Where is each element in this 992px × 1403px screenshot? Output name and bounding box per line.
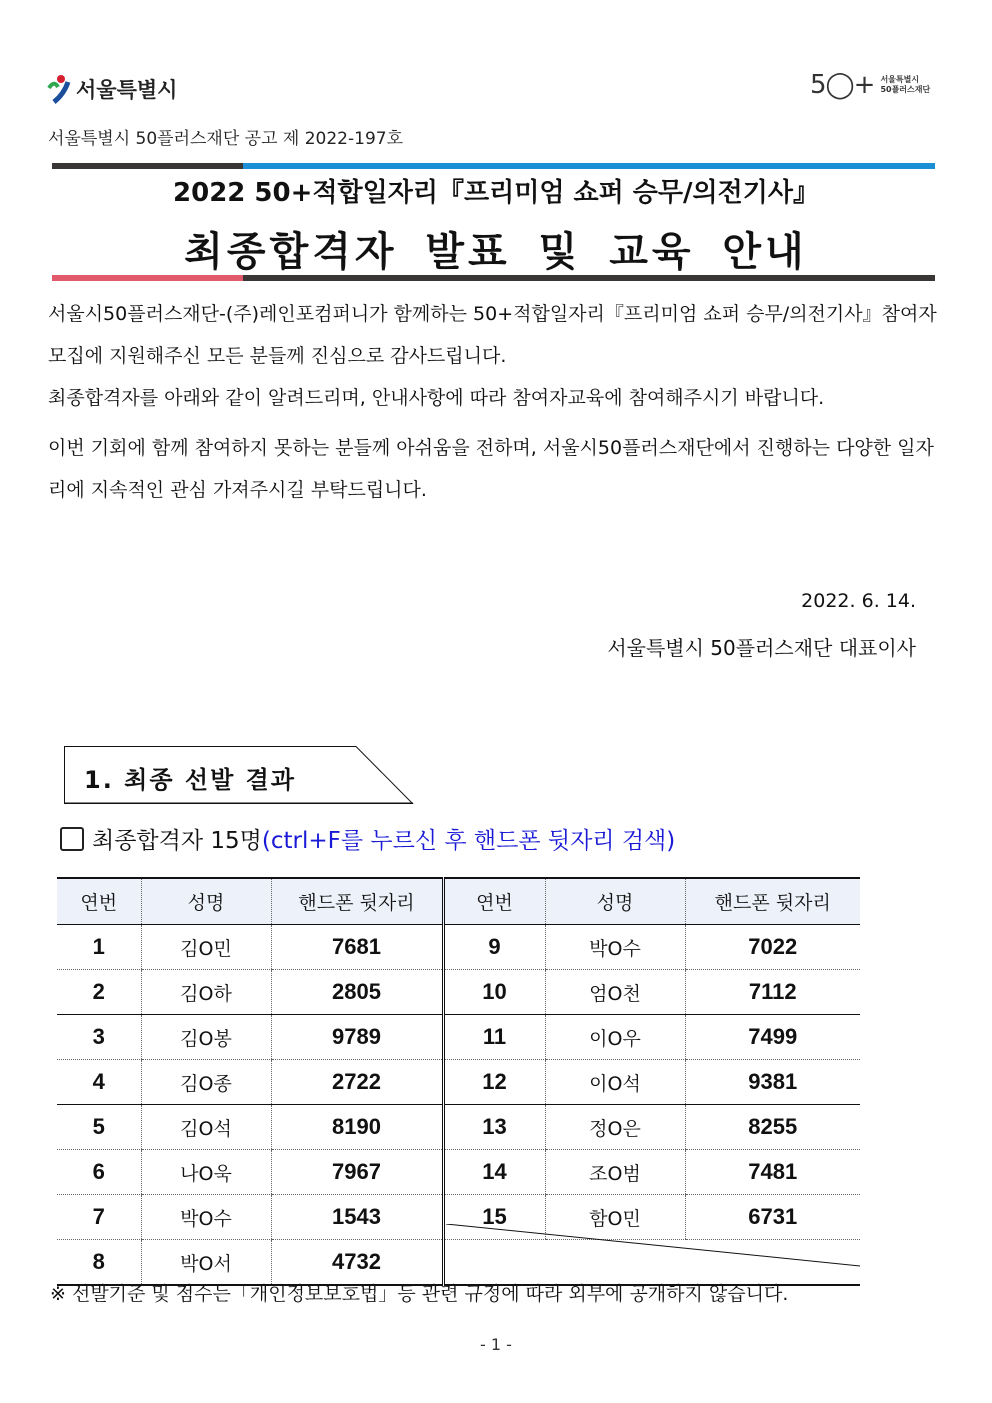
col-header-phone: 핸드폰 뒷자리 xyxy=(271,878,443,925)
section-title: 1. 최종 선발 결과 xyxy=(84,766,296,794)
phone-digits: 9381 xyxy=(685,1060,860,1105)
row-number: 6 xyxy=(57,1150,141,1195)
phone-digits: 6731 xyxy=(685,1195,860,1240)
table-row xyxy=(57,925,860,970)
person-name: 이O석 xyxy=(545,1060,685,1105)
row-number: 11 xyxy=(443,1015,545,1060)
person-name: 조O범 xyxy=(545,1150,685,1195)
bottom-bar-pink xyxy=(52,275,243,281)
signature: 서울특별시 50플러스재단 대표이사 xyxy=(607,636,916,660)
row-number: 3 xyxy=(57,1015,141,1060)
phone-digits: 7112 xyxy=(685,970,860,1015)
row-number: 15 xyxy=(443,1195,545,1240)
person-name: 엄O천 xyxy=(545,970,685,1015)
person-name: 김O종 xyxy=(141,1060,271,1105)
col-header-phone: 핸드폰 뒷자리 xyxy=(685,878,860,925)
phone-digits: 7681 xyxy=(271,925,443,970)
seoul-emblem-icon xyxy=(46,74,72,104)
person-name: 정O은 xyxy=(545,1105,685,1150)
empty-cell-diagonal xyxy=(446,1224,860,1267)
intro-paragraph-2: 최종합격자를 아래와 같이 알려드리며, 안내사항에 따라 참여자교육에 참여해주시기 바랍니다. xyxy=(48,387,825,409)
title-line1: 2022 50+적합일자리『프리미엄 쇼퍼 승무/의전기사』 xyxy=(173,178,819,208)
person-name: 박O수 xyxy=(545,925,685,970)
row-number: 10 xyxy=(443,970,545,1015)
count-line xyxy=(60,822,675,855)
row-number: 5 xyxy=(57,1105,141,1150)
page-title: 최종합격자 발표 및 교육 안내 xyxy=(184,229,808,275)
row-number: 4 xyxy=(57,1060,141,1105)
col-header-no: 연번 xyxy=(57,878,141,925)
person-name: 김O석 xyxy=(141,1105,271,1150)
row-number: 13 xyxy=(443,1105,545,1150)
table-row xyxy=(57,1060,860,1105)
bottom-bar-dark xyxy=(243,275,935,281)
fifty-plus-logo xyxy=(810,70,930,100)
intro-paragraph-3: 이번 기회에 함께 참여하지 못하는 분들께 아쉬움을 전하며, 서울시50플러스재단에서 진행하는 다양한 일자리에 지속적인 관심 가져주시길 부탁드립니다. xyxy=(48,437,934,501)
row-number: 9 xyxy=(443,925,545,970)
col-header-no: 연번 xyxy=(443,878,545,925)
count-label: 최종합격자 15명 xyxy=(92,828,262,854)
person-name: 김O민 xyxy=(141,925,271,970)
row-number: 8 xyxy=(57,1240,141,1286)
seoul-logo xyxy=(46,74,177,104)
phone-digits: 7967 xyxy=(271,1150,443,1195)
logo-org-line2: 50플러스재단 xyxy=(880,85,931,94)
row-number: 2 xyxy=(57,970,141,1015)
footnote: ※ 선발기준 및 점수는「개인정보보호법」등 관련 규정에 따라 외부에 공개하지 않습니다. xyxy=(50,1283,789,1305)
phone-digits: 1543 xyxy=(271,1195,443,1240)
intro-paragraph-1: 서울시50플러스재단-(주)레인포컴퍼니가 함께하는 50+적합일자리『프리미엄 쇼퍼 승무/의전기사』참여자모집에 지원해주신 모든 분들께 진심으로 감사드립니다. xyxy=(48,303,937,367)
person-name: 박O수 xyxy=(141,1195,271,1240)
person-name: 박O서 xyxy=(141,1240,271,1286)
row-number: 1 xyxy=(57,925,141,970)
person-name: 김O봉 xyxy=(141,1015,271,1060)
logo-org-line1: 서울특별시 xyxy=(880,75,920,84)
search-hint: (ctrl+F를 누르신 후 핸드폰 뒷자리 검색) xyxy=(261,828,676,854)
checkbox-icon xyxy=(60,827,84,851)
table-row xyxy=(57,970,860,1015)
row-number: 7 xyxy=(57,1195,141,1240)
person-name: 나O욱 xyxy=(141,1150,271,1195)
row-number: 12 xyxy=(443,1060,545,1105)
phone-digits: 7481 xyxy=(685,1150,860,1195)
phone-digits: 2722 xyxy=(271,1060,443,1105)
phone-digits: 8255 xyxy=(685,1105,860,1150)
person-name: 김O하 xyxy=(141,970,271,1015)
phone-digits: 7499 xyxy=(685,1015,860,1060)
col-header-name: 성명 xyxy=(545,878,685,925)
col-header-name: 성명 xyxy=(141,878,271,925)
person-name: 함O민 xyxy=(545,1195,685,1240)
phone-digits: 8190 xyxy=(271,1105,443,1150)
table-header-row xyxy=(57,878,860,925)
person-name: 이O우 xyxy=(545,1015,685,1060)
page-number: - 1 - xyxy=(480,1335,512,1354)
notice-number: 서울특별시 50플러스재단 공고 제 2022-197호 xyxy=(48,129,404,149)
phone-digits: 4732 xyxy=(271,1240,443,1286)
row-number: 14 xyxy=(443,1150,545,1195)
table-row xyxy=(57,1150,860,1195)
top-bar-blue xyxy=(243,163,935,169)
table-row xyxy=(57,1015,860,1060)
notice-date: 2022. 6. 14. xyxy=(801,590,916,612)
phone-digits: 7022 xyxy=(685,925,860,970)
phone-digits: 9789 xyxy=(271,1015,443,1060)
fifty-plus-mark: 5◯+ xyxy=(810,70,875,100)
table-row xyxy=(57,1105,860,1150)
top-bar-dark xyxy=(52,163,243,169)
phone-digits: 2805 xyxy=(271,970,443,1015)
seoul-logo-text: 서울특별시 xyxy=(76,78,178,102)
